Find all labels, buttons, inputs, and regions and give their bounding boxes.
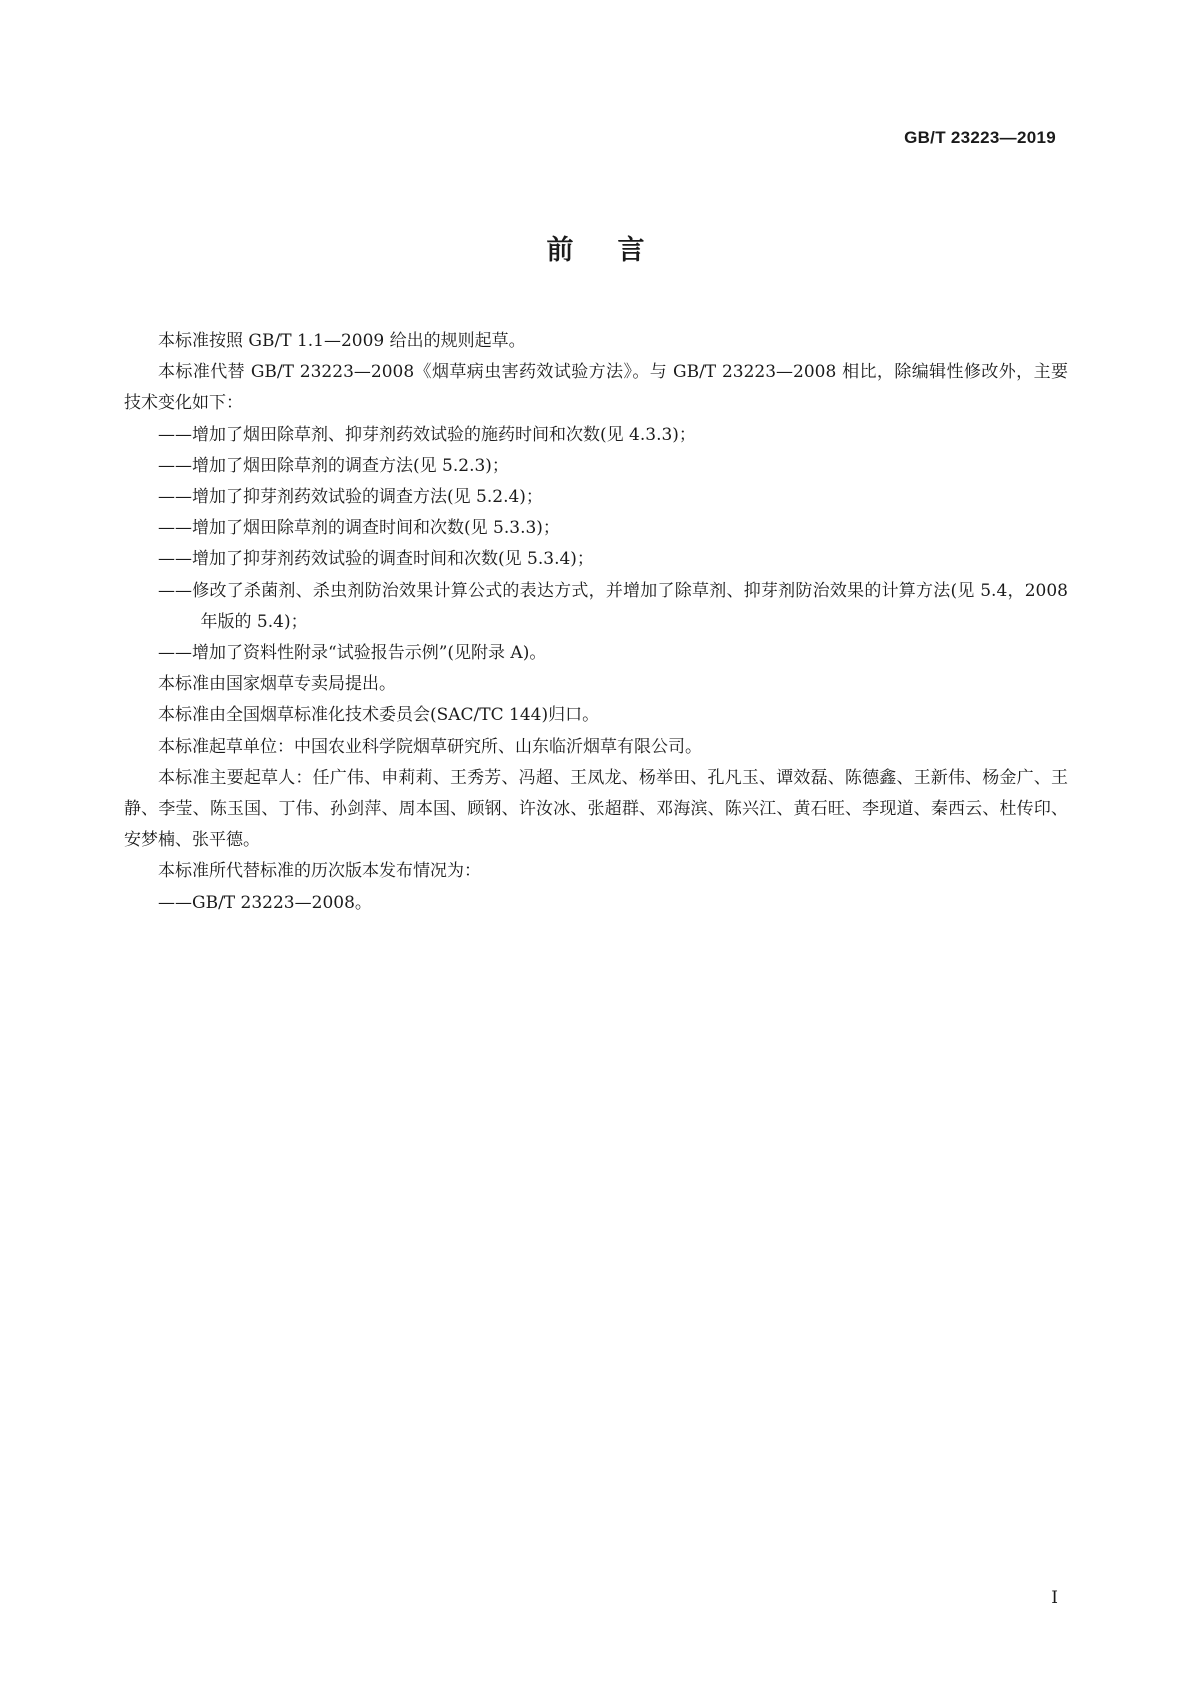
standard-number: GB/T 23223—2019	[904, 128, 1056, 147]
foreword-body	[124, 326, 1068, 919]
paragraph-replacement: 本标准代替 GB/T 23223—2008《烟草病虫害药效试验方法》。与 GB/T 23223—2008 相比，除编辑性修改外，主要技术变化如下：	[124, 362, 1068, 414]
paragraph-drafting-rules: 本标准按照 GB/T 1.1—2009 给出的规则起草。	[158, 331, 526, 351]
page-title: 前言	[546, 235, 689, 266]
list-item-change: ——增加了抑芽剂药效试验的调查方法(见 5.2.4)；	[158, 487, 543, 508]
list-item-change: ——增加了烟田除草剂的调查时间和次数(见 5.3.3)；	[158, 518, 560, 539]
list-item-change: ——修改了杀菌剂、杀虫剂防治效果计算公式的表达方式，并增加了除草剂、抑芽剂防治效果的计算方法(见 5.4，2008 年版的 5.4)；	[158, 580, 1068, 632]
list-item-history: ——GB/T 23223—2008。	[158, 892, 372, 913]
paragraph-drafters: 本标准主要起草人：任广伟、申莉莉、王秀芳、冯超、王凤龙、杨举田、孔凡玉、谭效磊、陈德鑫、王新伟、杨金广、王静、李莹、陈玉国、丁伟、孙剑萍、周本国、顾钢、许汝冰、张超群、邓海滨、陈兴江、黄石旺、李现道、秦西云、杜传印、安梦楠、张平德。	[124, 767, 1068, 851]
paragraph-proposer: 本标准由国家烟草专卖局提出。	[158, 674, 396, 695]
list-item-change: ——增加了烟田除草剂、抑芽剂药效试验的施药时间和次数(见 4.3.3)；	[158, 424, 696, 445]
page-number: I	[1051, 1588, 1058, 1608]
list-item-change: ——增加了资料性附录“试验报告示例”(见附录 A)。	[158, 643, 547, 664]
list-item-change: ——增加了烟田除草剂的调查方法(见 5.2.3)；	[158, 455, 509, 476]
list-item-change: ——增加了抑芽剂药效试验的调查时间和次数(见 5.3.4)；	[158, 549, 594, 570]
paragraph-committee: 本标准由全国烟草标准化技术委员会(SAC/TC 144)归口。	[158, 705, 600, 726]
paragraph-drafting-units: 本标准起草单位：中国农业科学院烟草研究所、山东临沂烟草有限公司。	[158, 736, 702, 757]
paragraph-version-history: 本标准所代替标准的历次版本发布情况为：	[158, 861, 481, 882]
